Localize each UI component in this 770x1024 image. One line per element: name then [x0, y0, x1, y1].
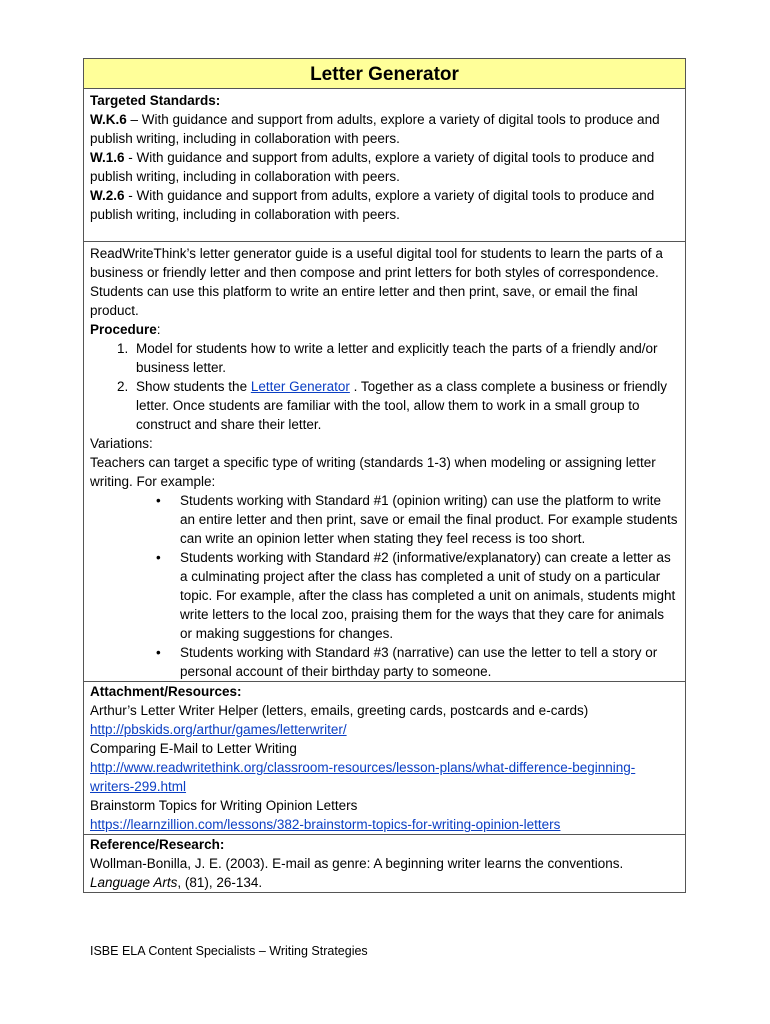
standards-section	[84, 88, 685, 241]
standard-item	[90, 110, 679, 148]
step-text: . Together as a class complete a business or friendly letter. Once students are familiar with the tool, allow them to work in a small group to construct and share their letter.	[136, 379, 668, 432]
variations-heading: Variations:	[90, 436, 153, 451]
standard-text: With guidance and support from adults, explore a variety of digital tools to produce and publish writing, including in collaboration with peers.	[90, 188, 655, 222]
procedure-section	[84, 241, 685, 681]
lesson-table	[83, 58, 686, 893]
reference-section	[84, 834, 685, 892]
standard-separator: -	[124, 188, 137, 203]
bullet-icon: •	[156, 645, 161, 660]
journal-title: Language Arts	[90, 875, 178, 890]
resource-link[interactable]: https://learnzillion.com/lessons/382-brainstorm-topics-for-writing-opinion-letters	[90, 817, 561, 832]
variations-list	[90, 491, 679, 681]
standard-code: W.2.6	[90, 188, 125, 203]
standard-separator: –	[126, 112, 142, 127]
procedure-colon: :	[156, 322, 161, 337]
procedure-step	[132, 377, 679, 434]
list-item-text: Students working with Standard #1 (opinion writing) can use the platform to write an entire letter and then print, save or email the final product. For example students can write an opinion letter when stating they feel recess is too short.	[180, 493, 678, 546]
standard-code: W.1.6	[90, 150, 125, 165]
standard-item	[90, 186, 679, 224]
letter-generator-link[interactable]: Letter Generator	[250, 379, 350, 394]
reference-rest: , (81), 26-134.	[177, 875, 263, 890]
standards-heading: Targeted Standards:	[90, 93, 221, 108]
procedure-step: 1. Model for students how to write a letter and explicitly teach the parts of a friendly and/or business letter.	[132, 339, 679, 377]
step-text: Show students the	[136, 379, 251, 394]
standard-item	[90, 148, 679, 186]
procedure-heading: Procedure	[90, 322, 157, 337]
bullet-icon: •	[156, 493, 161, 508]
intro-paragraph: ReadWriteThink’s letter generator guide is a useful digital tool for students to learn the parts of a business or friendly letter and then compose and print letters for both styles of correspondence. Students can use this platform to write an entire letter and then print, save, or email the final product.	[90, 246, 663, 318]
list-item	[156, 643, 679, 681]
resources-section	[84, 681, 685, 834]
procedure-list	[90, 339, 679, 434]
resource-label: Arthur’s Letter Writer Helper (letters, emails, greeting cards, postcards and e-cards)	[90, 703, 589, 718]
list-item-text: Students working with Standard #2 (informative/explanatory) can create a letter as a culminating project after the class has completed a unit of study on a particular topic. For example, after the class has completed a unit on animals, students might write letters to the local zoo, praising them for the ways that they care for animals or making suggestions for changes.	[180, 550, 676, 641]
standard-separator: -	[124, 150, 137, 165]
list-item	[156, 491, 679, 548]
reference-heading: Reference/Research:	[90, 837, 225, 852]
reference-line	[90, 873, 679, 892]
list-item-text: Students working with Standard #3 (narrative) can use the letter to tell a story or personal account of their birthday party to someone.	[180, 645, 658, 679]
standard-text: With guidance and support from adults, explore a variety of digital tools to produce and publish writing, including in collaboration with peers.	[90, 150, 655, 184]
standard-code: W.K.6	[90, 112, 127, 127]
standard-text: With guidance and support from adults, explore a variety of digital tools to produce and publish writing, including in collaboration with peers.	[90, 112, 660, 146]
resources-heading: Attachment/Resources:	[90, 684, 242, 699]
resource-link[interactable]: http://pbskids.org/arthur/games/letterwriter/	[90, 722, 347, 737]
page-title: Letter Generator	[84, 59, 685, 88]
resource-label: Comparing E-Mail to Letter Writing	[90, 741, 297, 756]
resource-label: Brainstorm Topics for Writing Opinion Letters	[90, 798, 358, 813]
reference-line: Wollman-Bonilla, J. E. (2003). E-mail as genre: A beginning writer learns the conventions.	[90, 856, 624, 871]
list-item	[156, 548, 679, 643]
bullet-icon: •	[156, 550, 161, 565]
resource-link[interactable]: http://www.readwritethink.org/classroom-resources/lesson-plans/what-difference-beginning-writers-299.html	[90, 760, 636, 794]
variations-intro: Teachers can target a specific type of writing (standards 1-3) when modeling or assigning letter writing. For example:	[90, 455, 656, 489]
page-footer: ISBE ELA Content Specialists – Writing Strategies	[90, 944, 368, 958]
